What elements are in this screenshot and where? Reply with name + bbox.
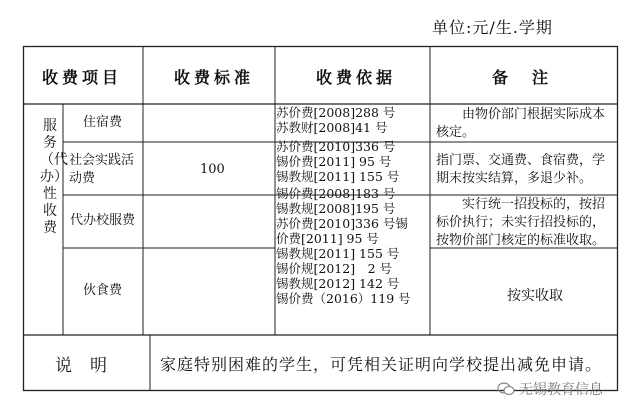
watermark-text: 无锡教育信息 [519,382,603,398]
item-social-practice: 社会实践活动费 [69,153,135,186]
remark-meals: 按实收取 [507,288,563,304]
basis-line: 锡教规[2011] 155 号 [276,169,400,184]
remark-social-practice: 指门票、交通费、食宿费，学期末按实结算，多退少补。 [436,153,606,186]
basis-line: 锡教规[2011] 155 号 [276,246,400,261]
basis-column [276,105,411,306]
item-lodging: 住宿费 [83,115,123,130]
header-basis: 收费依据 [316,68,397,87]
unit-label: 单位:元/生.学期 [432,18,553,37]
basis-line: 锡价规[2012] 2 号 [276,261,392,276]
basis-line: 锡价费[2008]183 号 [276,186,396,201]
basis-line: 价费[2011] 95 号 [276,231,379,246]
basis-line: 锡价费[2011] 95 号 [276,154,392,169]
basis-line: 苏教财[2008]41 号 [276,120,388,135]
remark-uniform: 实行统一招投标的，按招标价执行；未实行招投标的，按物价部门核定的标准收取。 [436,197,606,248]
remark-lodging: 由物价部门根据实际成本核定。 [436,107,606,140]
standard-social-practice: 100 [200,162,225,177]
footer-label: 说明 [55,356,125,376]
basis-line: 苏价费[2010]336 号 [276,139,396,154]
footer-text: 家庭特别困难的学生，可凭相关证明向学校提出减免申请。 [160,355,603,374]
basis-line: 锡教规[2012] 142 号 [276,276,400,291]
header-remark: 备 注 [492,68,553,87]
header-item: 收费项目 [42,68,123,87]
header-standard: 收费标准 [174,68,255,87]
watermark [497,379,603,399]
basis-line: 锡价费（2016）119 号 [276,291,411,306]
basis-line: 苏价费[2010]336 号锡 [276,216,408,231]
category-label: 服务（代办）性收费 [40,118,68,236]
basis-line: 锡教规[2008]195 号 [276,201,396,216]
basis-line: 苏价费[2008]288 号 [276,105,396,120]
item-uniform: 代办校服费 [70,213,136,228]
item-meals: 伙食费 [83,283,123,298]
wechat-icon [497,382,515,396]
